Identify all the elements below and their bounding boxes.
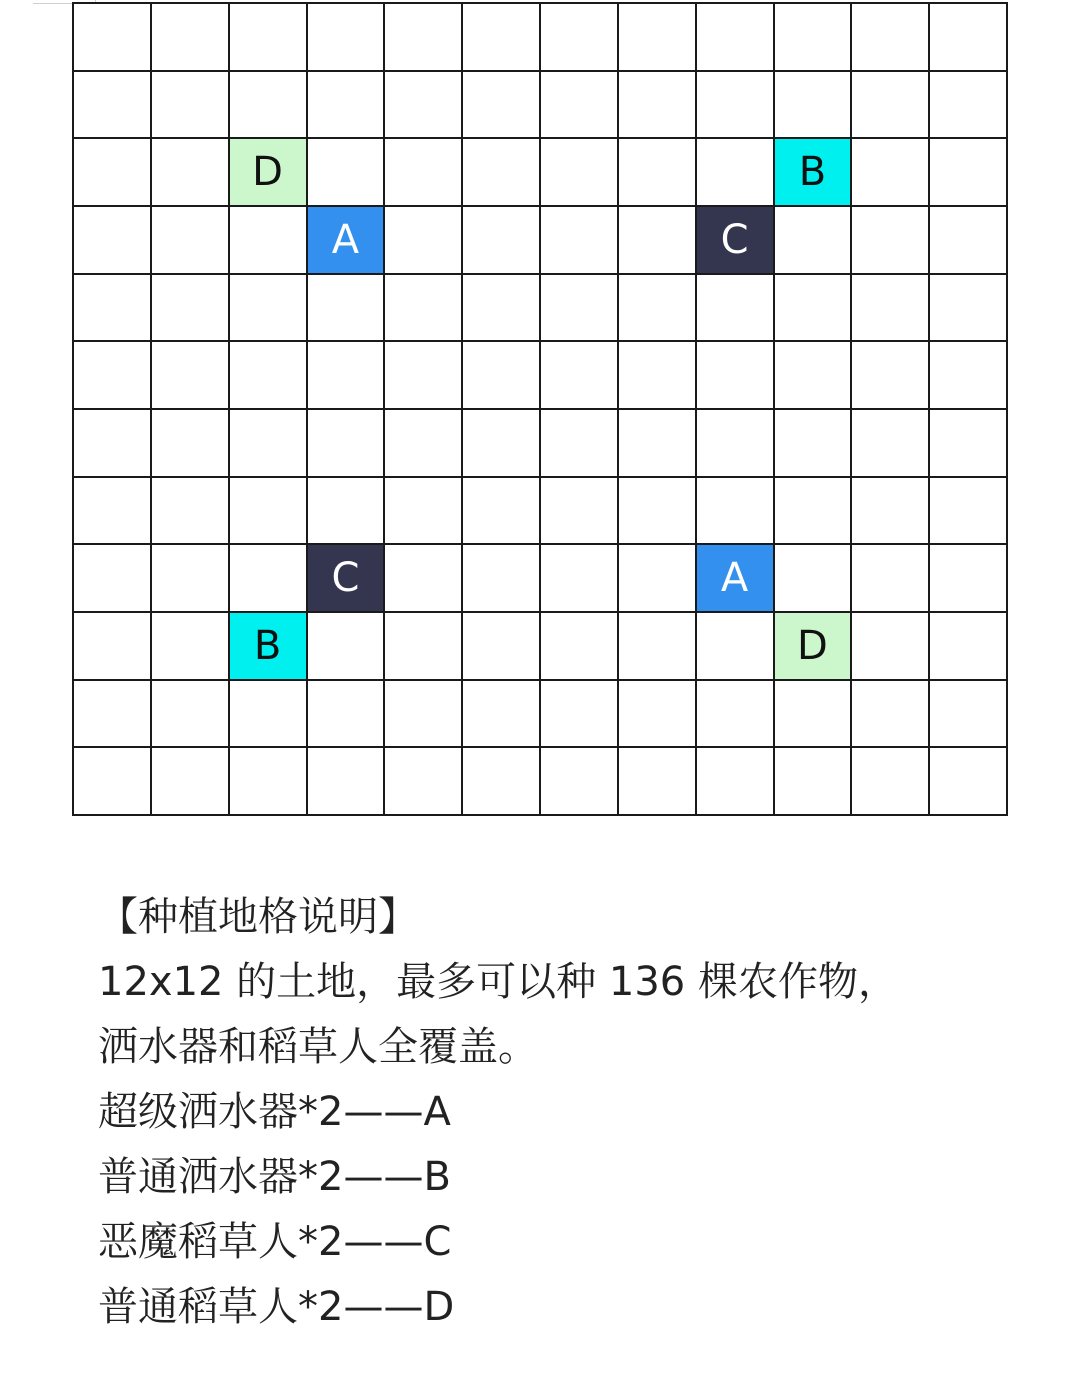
legend-text-block <box>98 885 1048 1340</box>
grid-cell-empty <box>74 410 152 478</box>
grid-cell-empty <box>230 748 308 816</box>
grid-cell-empty <box>697 72 775 140</box>
grid-cell-c <box>308 545 386 613</box>
grid-cell-empty <box>74 613 152 681</box>
grid-cell-empty <box>152 342 230 410</box>
grid-cell-empty <box>385 478 463 546</box>
grid-cell-empty <box>930 275 1008 343</box>
grid-cell-empty <box>308 72 386 140</box>
grid-cell-empty <box>230 342 308 410</box>
grid-cell-empty <box>152 748 230 816</box>
grid-cell-empty <box>697 748 775 816</box>
grid-cell-empty <box>852 342 930 410</box>
grid-cell-empty <box>308 613 386 681</box>
grid-cell-c <box>697 207 775 275</box>
grid-cell-empty <box>930 478 1008 546</box>
grid-cell-empty <box>697 681 775 749</box>
grid-cell-empty <box>74 478 152 546</box>
grid-cell-empty <box>775 275 853 343</box>
grid-cell-empty <box>230 410 308 478</box>
grid-cell-empty <box>152 207 230 275</box>
grid-cell-empty <box>152 275 230 343</box>
grid-cell-empty <box>619 545 697 613</box>
grid-cell-empty <box>619 410 697 478</box>
grid-cell-empty <box>463 748 541 816</box>
grid-cell-empty <box>930 139 1008 207</box>
legend-title: 【种植地格说明】 <box>98 894 418 940</box>
grid-cell-empty <box>385 613 463 681</box>
grid-cell-empty <box>463 545 541 613</box>
grid-cell-empty <box>152 72 230 140</box>
grid-cell-empty <box>230 72 308 140</box>
grid-cell-empty <box>619 681 697 749</box>
grid-cell-empty <box>308 478 386 546</box>
grid-cell-empty <box>385 342 463 410</box>
grid-cell-empty <box>775 681 853 749</box>
grid-cell-empty <box>385 275 463 343</box>
grid-cell-a <box>308 207 386 275</box>
grid-cell-empty <box>385 410 463 478</box>
grid-cell-empty <box>541 342 619 410</box>
grid-cell-empty <box>152 4 230 72</box>
grid-cell-empty <box>230 545 308 613</box>
grid-cell-empty <box>930 681 1008 749</box>
cell-label: A <box>720 555 749 602</box>
grid-cell-empty <box>930 545 1008 613</box>
grid-cell-empty <box>619 748 697 816</box>
grid-cell-empty <box>385 545 463 613</box>
grid-cell-empty <box>385 139 463 207</box>
grid-cell-empty <box>852 72 930 140</box>
grid-cell-empty <box>852 275 930 343</box>
planting-grid <box>72 2 1008 816</box>
grid-cell-empty <box>230 275 308 343</box>
grid-cell-b <box>230 613 308 681</box>
grid-cell-empty <box>463 72 541 140</box>
grid-cell-empty <box>308 275 386 343</box>
grid-cell-empty <box>541 275 619 343</box>
grid-cell-empty <box>541 4 619 72</box>
grid-cell-empty <box>308 681 386 749</box>
grid-cell-empty <box>463 139 541 207</box>
grid-cell-empty <box>775 72 853 140</box>
grid-cell-empty <box>697 410 775 478</box>
legend-item-d: 普通稻草人*2——D <box>98 1284 455 1330</box>
grid-cell-empty <box>385 72 463 140</box>
grid-cell-empty <box>230 207 308 275</box>
grid-cell-empty <box>619 4 697 72</box>
grid-cell-empty <box>619 478 697 546</box>
grid-cell-empty <box>308 139 386 207</box>
grid-cell-empty <box>852 4 930 72</box>
grid-cell-empty <box>463 275 541 343</box>
grid-cell-empty <box>697 478 775 546</box>
grid-cell-empty <box>74 342 152 410</box>
grid-cell-empty <box>74 4 152 72</box>
grid-cell-empty <box>541 478 619 546</box>
grid-cell-empty <box>619 275 697 343</box>
grid-cell-empty <box>930 342 1008 410</box>
grid-cell-empty <box>775 342 853 410</box>
grid-cell-empty <box>619 613 697 681</box>
grid-cell-empty <box>930 410 1008 478</box>
grid-cell-empty <box>463 613 541 681</box>
grid-cell-empty <box>930 207 1008 275</box>
grid-cell-a <box>697 545 775 613</box>
grid-cell-empty <box>541 613 619 681</box>
cell-label: A <box>331 216 360 263</box>
grid-cell-empty <box>541 545 619 613</box>
grid-cell-empty <box>697 275 775 343</box>
grid-cell-empty <box>852 410 930 478</box>
legend-item-a: 超级洒水器*2——A <box>98 1089 451 1135</box>
legend-line-capacity: 12x12 的土地，最多可以种 136 棵农作物， <box>98 959 898 1005</box>
grid-cell-empty <box>852 478 930 546</box>
cell-label: D <box>252 149 283 196</box>
grid-cell-empty <box>541 410 619 478</box>
cell-label: B <box>253 622 282 669</box>
grid-cell-empty <box>775 545 853 613</box>
grid-cell-empty <box>385 207 463 275</box>
grid-cell-empty <box>775 4 853 72</box>
cell-label: D <box>797 622 828 669</box>
grid-cell-empty <box>930 72 1008 140</box>
grid-cell-empty <box>152 545 230 613</box>
grid-cell-empty <box>930 748 1008 816</box>
grid-cell-empty <box>230 4 308 72</box>
grid-cell-empty <box>697 342 775 410</box>
grid-cell-empty <box>852 681 930 749</box>
grid-cell-empty <box>852 545 930 613</box>
grid-cell-empty <box>385 748 463 816</box>
grid-cell-empty <box>230 478 308 546</box>
grid-cell-empty <box>463 410 541 478</box>
grid-cell-empty <box>775 748 853 816</box>
grid-cell-empty <box>541 72 619 140</box>
grid-cell-d <box>775 613 853 681</box>
grid-cell-d <box>230 139 308 207</box>
grid-cell-empty <box>152 139 230 207</box>
grid-cell-empty <box>852 207 930 275</box>
cell-label: C <box>331 555 360 602</box>
grid-cell-empty <box>930 4 1008 72</box>
grid-cell-empty <box>541 748 619 816</box>
grid-cell-empty <box>74 545 152 613</box>
grid-cell-empty <box>152 681 230 749</box>
grid-cell-empty <box>74 681 152 749</box>
cell-label: B <box>798 149 827 196</box>
grid-cell-empty <box>308 748 386 816</box>
grid-cell-empty <box>775 410 853 478</box>
grid-cell-empty <box>619 207 697 275</box>
grid-cell-empty <box>74 139 152 207</box>
grid-cell-empty <box>463 4 541 72</box>
grid-cell-empty <box>308 342 386 410</box>
grid-cell-empty <box>775 207 853 275</box>
grid-cell-empty <box>463 207 541 275</box>
grid-cell-empty <box>852 748 930 816</box>
grid-cell-empty <box>463 342 541 410</box>
grid-cell-empty <box>230 681 308 749</box>
grid-cell-empty <box>74 748 152 816</box>
grid-cell-empty <box>930 613 1008 681</box>
grid-cell-empty <box>852 613 930 681</box>
grid-cell-empty <box>619 139 697 207</box>
legend-item-b: 普通洒水器*2——B <box>98 1154 451 1200</box>
legend-line-coverage: 洒水器和稻草人全覆盖。 <box>98 1024 538 1070</box>
grid-cell-empty <box>152 410 230 478</box>
legend-item-c: 恶魔稻草人*2——C <box>98 1219 452 1265</box>
grid-cell-empty <box>152 478 230 546</box>
grid-cell-empty <box>308 410 386 478</box>
grid-cell-empty <box>74 207 152 275</box>
grid-cell-empty <box>152 613 230 681</box>
grid-cell-empty <box>619 342 697 410</box>
grid-cell-empty <box>619 72 697 140</box>
grid-cell-empty <box>74 275 152 343</box>
grid-cell-empty <box>463 681 541 749</box>
grid-cell-empty <box>697 139 775 207</box>
grid-cell-empty <box>775 478 853 546</box>
grid-cell-empty <box>697 4 775 72</box>
grid-cell-empty <box>852 139 930 207</box>
grid-cell-empty <box>541 207 619 275</box>
grid-cell-empty <box>463 478 541 546</box>
grid-cell-empty <box>308 4 386 72</box>
grid-cell-empty <box>541 139 619 207</box>
grid-cell-empty <box>697 613 775 681</box>
grid-cell-empty <box>385 681 463 749</box>
grid-cell-empty <box>74 72 152 140</box>
grid-cell-empty <box>385 4 463 72</box>
grid-cell-empty <box>541 681 619 749</box>
cell-label: C <box>720 216 749 263</box>
grid-cell-b <box>775 139 853 207</box>
